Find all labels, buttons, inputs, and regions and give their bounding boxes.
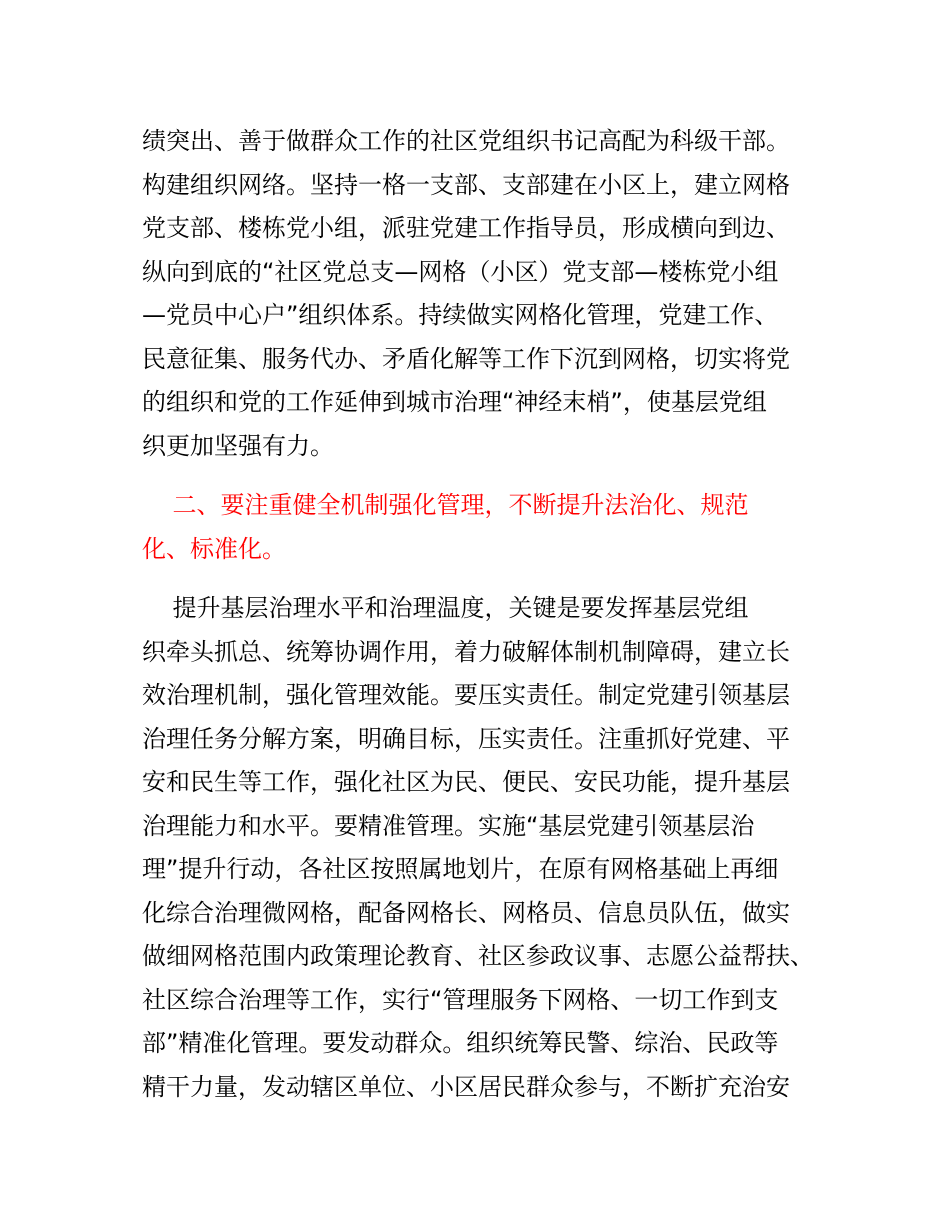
paragraph-line: 化综合治理微网格，配备网格长、网格员、信息员队伍，做实 <box>142 899 790 927</box>
paragraph-line: —党员中心户”组织体系。持续做实网格化管理，党建工作、 <box>142 301 779 329</box>
paragraph-line: 织牵头抓总、统筹协调作用，着力破解体制机制障碍，建立长 <box>142 638 790 666</box>
paragraph-line: 的组织和党的工作延伸到城市治理“神经末梢”，使基层党组 <box>142 388 767 416</box>
paragraph-line: 治理能力和水平。要精准管理。实施“基层党建引领基层治 <box>142 812 755 840</box>
paragraph-line: 精干力量，发动辖区单位、小区居民群众参与，不断扩充治安 <box>142 1073 790 1101</box>
paragraph-line: 纵向到底的“社区党总支—网格（小区）党支部—楼栋党小组 <box>142 258 779 286</box>
section-heading-line: 化、标准化。 <box>142 535 286 563</box>
paragraph-line: 党支部、楼栋党小组，派驻党建工作指导员，形成横向到边、 <box>142 214 790 242</box>
paragraph-line: 民意征集、服务代办、矛盾化解等工作下沉到网格，切实将党 <box>142 345 790 373</box>
paragraph-line: 效治理机制，强化管理效能。要压实责任。制定党建引领基层 <box>142 681 790 709</box>
paragraph-line: 理”提升行动，各社区按照属地划片，在原有网格基础上再细 <box>142 855 779 883</box>
paragraph-line: 安和民生等工作，强化社区为民、便民、安民功能，提升基层 <box>142 768 790 796</box>
paragraph-line: 做细网格范围内政策理论教育、社区参政议事、志愿公益帮扶、 <box>142 942 814 970</box>
paragraph-line: 提升基层治理水平和治理温度，关键是要发挥基层党组 <box>142 594 749 622</box>
paragraph-line: 构建组织网络。坚持一格一支部、支部建在小区上，建立网格 <box>142 171 790 199</box>
paragraph-line: 织更加坚强有力。 <box>142 432 334 460</box>
paragraph-line: 绩突出、善于做群众工作的社区党组织书记高配为科级干部。 <box>142 127 790 155</box>
paragraph-line: 部”精准化管理。要发动群众。组织统筹民警、综治、民政等 <box>142 1029 779 1057</box>
paragraph-line: 治理任务分解方案，明确目标，压实责任。注重抓好党建、平 <box>142 725 790 753</box>
paragraph-line: 社区综合治理等工作，实行“管理服务下网格、一切工作到支 <box>142 986 779 1014</box>
section-heading-line: 二、要注重健全机制强化管理，不断提升法治化、规范 <box>142 491 749 519</box>
